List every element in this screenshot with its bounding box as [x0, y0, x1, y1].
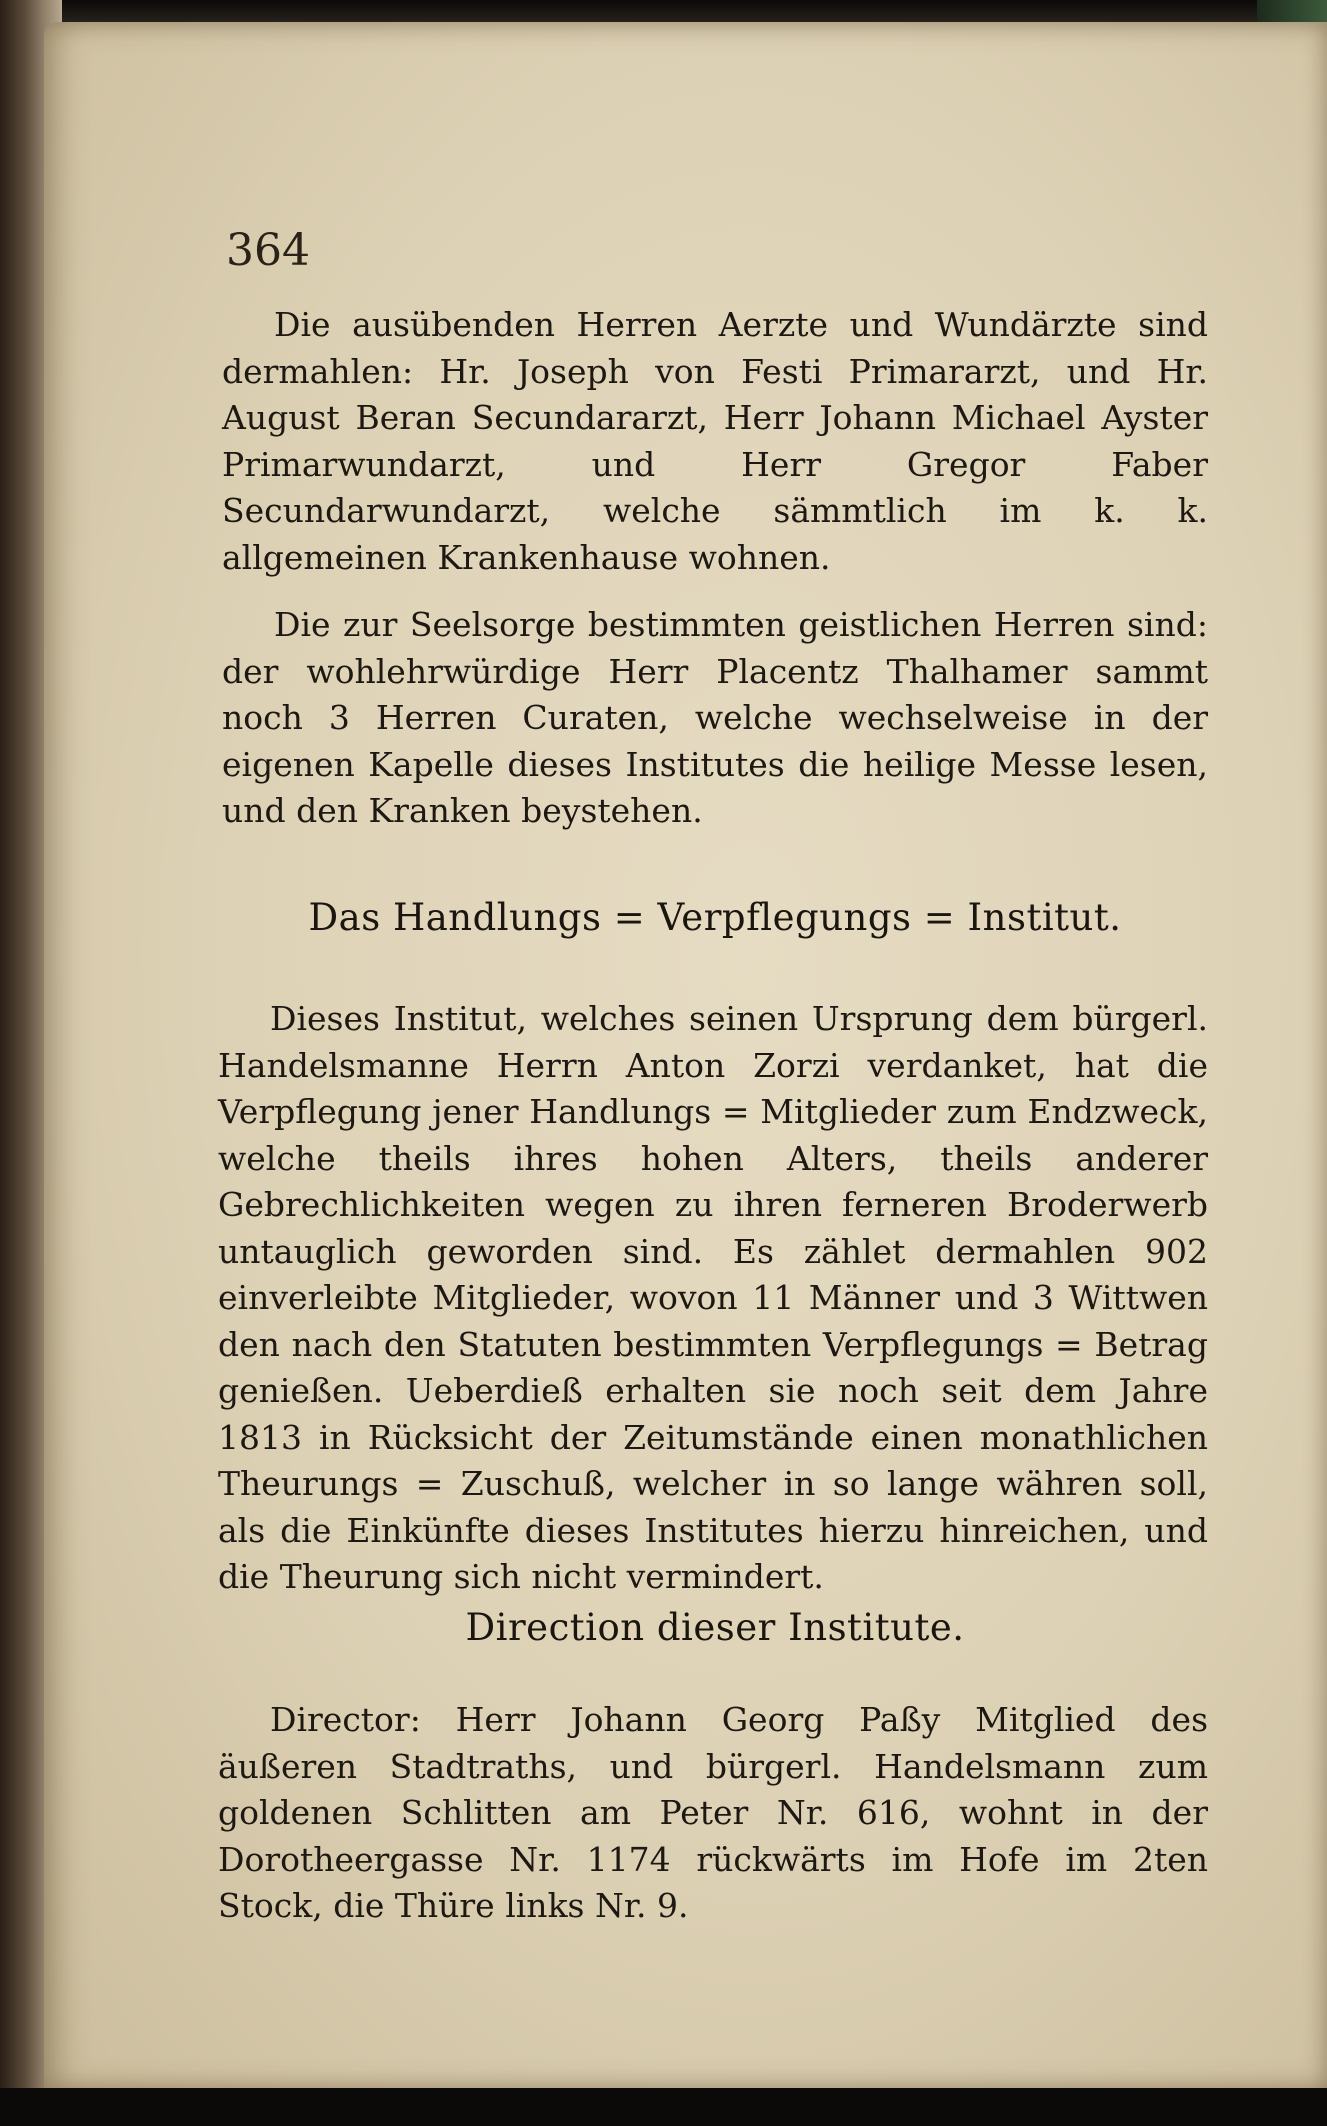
paragraph-clergy-text: Die zur Seelsorge bestimmten geistlichen Herren sind: der wohlehrwürdige Herr Placentz Thalhamer sammt noch 3 Herren Curaten, welche wechselweise in der eigenen Kapelle dieses Institutes die heilige Messe lesen, und den Kranken beystehen. — [222, 605, 1208, 830]
page-number: 364 — [226, 225, 310, 276]
scan-bottom-edge — [0, 2088, 1327, 2126]
section-heading-institute: Das Handlungs = Verpflegungs = Institut. — [308, 896, 1122, 939]
book-cover-edge — [1257, 0, 1327, 22]
paragraph-institute-text: Dieses Institut, welches seinen Ursprung dem bürgerl. Handelsmanne Herrn Anton Zorzi verdanket, hat die Verpflegung jener Handlungs = Mitglieder zum Endzweck, welche theils ihres hohen Alters, theils anderer Gebrechlichkeiten wegen zu ihren ferneren Broderwerb untauglich geworden sind. Es zählet dermahlen 902 einverleibte Mitglieder, wovon 11 Männer und 3 Wittwen den nach den Statuten bestimmten Verpflegungs = Betrag genießen. Ueberdieß erhalten sie noch seit dem Jahre 1813 in Rücksicht der Zeitumstände einen monathlichen Theurungs = Zuschuß, welcher in so lange währen soll, als die Einkünfte dieses Institutes hierzu hinreichen, und die Theurung sich nicht vermindert. — [218, 999, 1208, 1596]
paragraph-clergy — [222, 602, 1208, 835]
paragraph-institute — [218, 996, 1208, 1601]
paragraph-physicians-text: Die ausübenden Herren Aerzte und Wundärzte sind dermahlen: Hr. Joseph von Festi Primararzt, und Hr. August Beran Secundararzt, Herr Johann Michael Ayster Primarwundarzt, und Herr Gregor Faber Secundarwundarzt, welche sämmtlich im k. k. allgemeinen Krankenhause wohnen. — [222, 305, 1208, 577]
paragraph-director-text: Director: Herr Johann Georg Paßy Mitglied des äußeren Stadtraths, und bürgerl. Handelsmann zum goldenen Schlitten am Peter Nr. 616, wohnt in der Dorotheergasse Nr. 1174 rückwärts im Hofe im 2ten Stock, die Thüre links Nr. 9. — [218, 1700, 1208, 1925]
paragraph-physicians — [222, 302, 1208, 581]
paragraph-director — [218, 1697, 1208, 1930]
section-heading-direction: Direction dieser Institute. — [465, 1606, 965, 1649]
